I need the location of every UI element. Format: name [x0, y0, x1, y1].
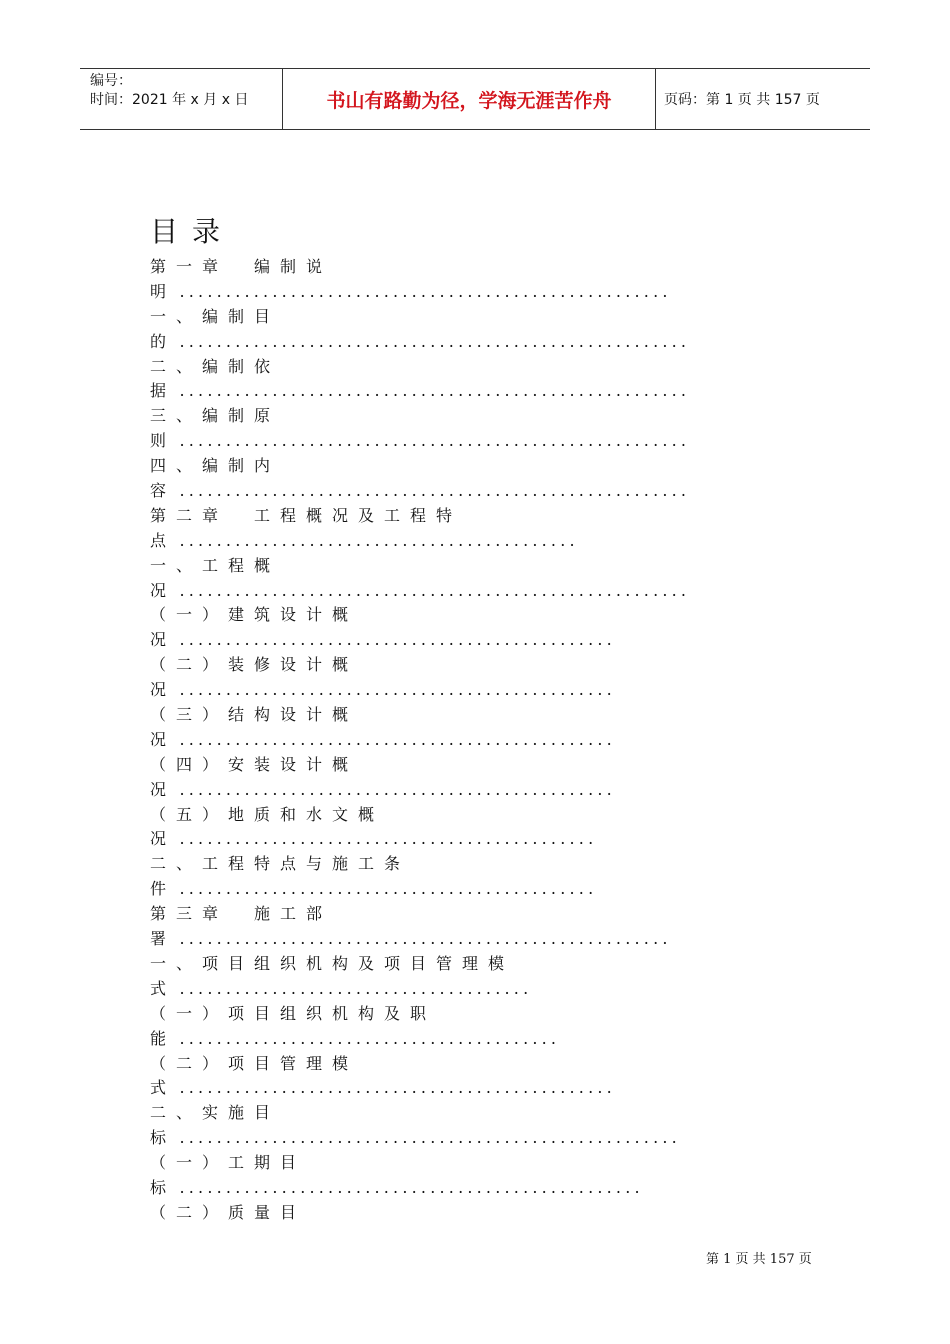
- toc-line[interactable]: 标 ..................................................: [150, 1177, 644, 1197]
- toc-line[interactable]: （一）工期目: [150, 1153, 307, 1173]
- toc-line[interactable]: （四）安装设计概: [150, 754, 359, 774]
- toc-line[interactable]: 况 ...............................................: [150, 729, 616, 749]
- toc-line[interactable]: 标 ......................................................: [150, 1128, 681, 1148]
- toc-line[interactable]: 三、编制原: [150, 406, 281, 426]
- toc-line[interactable]: （五）地质和水文概: [150, 804, 385, 824]
- toc-line[interactable]: 式 ...............................................: [150, 1078, 616, 1098]
- toc-line[interactable]: （二）项目管理模: [150, 1053, 359, 1073]
- toc-line[interactable]: 的 .......................................................: [150, 331, 691, 351]
- toc-line[interactable]: 第三章 施工部: [150, 904, 333, 924]
- toc-line[interactable]: 一、编制目: [150, 306, 281, 326]
- toc-line[interactable]: 据 .......................................................: [150, 381, 691, 401]
- toc-line[interactable]: 况 .......................................................: [150, 580, 691, 600]
- toc-line[interactable]: 况 ...............................................: [150, 630, 616, 650]
- toc-line[interactable]: 明 .....................................................: [150, 281, 672, 301]
- time-label: 时间：2021 年 x 月 x 日: [90, 92, 249, 108]
- toc-line[interactable]: （二）装修设计概: [150, 655, 359, 675]
- toc-line[interactable]: 第二章 工程概况及工程特: [150, 505, 463, 525]
- table-of-contents: [150, 255, 750, 1226]
- header-meta: [90, 69, 280, 132]
- toc-line[interactable]: 一、工程概: [150, 555, 281, 575]
- toc-line[interactable]: 况 ...............................................: [150, 680, 616, 700]
- toc-line[interactable]: （一）建筑设计概: [150, 605, 359, 625]
- toc-line[interactable]: 式 ......................................: [150, 978, 533, 998]
- toc-line[interactable]: （二）质量目: [150, 1202, 307, 1222]
- toc-line[interactable]: 四、编制内: [150, 456, 281, 476]
- toc-line[interactable]: 第一章 编制说: [150, 257, 333, 276]
- toc-line[interactable]: 则 .......................................................: [150, 431, 691, 451]
- toc-line[interactable]: 况 ...............................................: [150, 779, 616, 799]
- toc-line[interactable]: 署 .....................................................: [150, 929, 672, 949]
- toc-line[interactable]: 二、工程特点与施工条: [150, 854, 411, 874]
- toc-line[interactable]: 件 .............................................: [150, 879, 598, 899]
- number-label: 编号：: [90, 73, 132, 89]
- page-footer: 第 1 页 共 157 页: [706, 1252, 812, 1267]
- header-page-info: 页码：第 1 页 共 157 页: [664, 92, 820, 108]
- toc-line[interactable]: 二、实施目: [150, 1103, 281, 1123]
- toc-line[interactable]: 况 .............................................: [150, 829, 598, 849]
- toc-line[interactable]: 能 .........................................: [150, 1028, 561, 1048]
- toc-line[interactable]: 点 ...........................................: [150, 530, 579, 550]
- toc-line[interactable]: （三）结构设计概: [150, 705, 359, 725]
- header-motto: 书山有路勤为径，学海无涯苦作舟: [282, 69, 656, 129]
- toc-line[interactable]: （一）项目组织机构及职: [150, 1003, 437, 1023]
- toc-line[interactable]: 一、项目组织机构及项目管理模: [150, 953, 515, 973]
- page-header: [80, 68, 870, 130]
- toc-line[interactable]: 二、编制依: [150, 356, 281, 376]
- toc-title: 目录: [150, 215, 235, 248]
- toc-line[interactable]: 容 .......................................................: [150, 481, 691, 501]
